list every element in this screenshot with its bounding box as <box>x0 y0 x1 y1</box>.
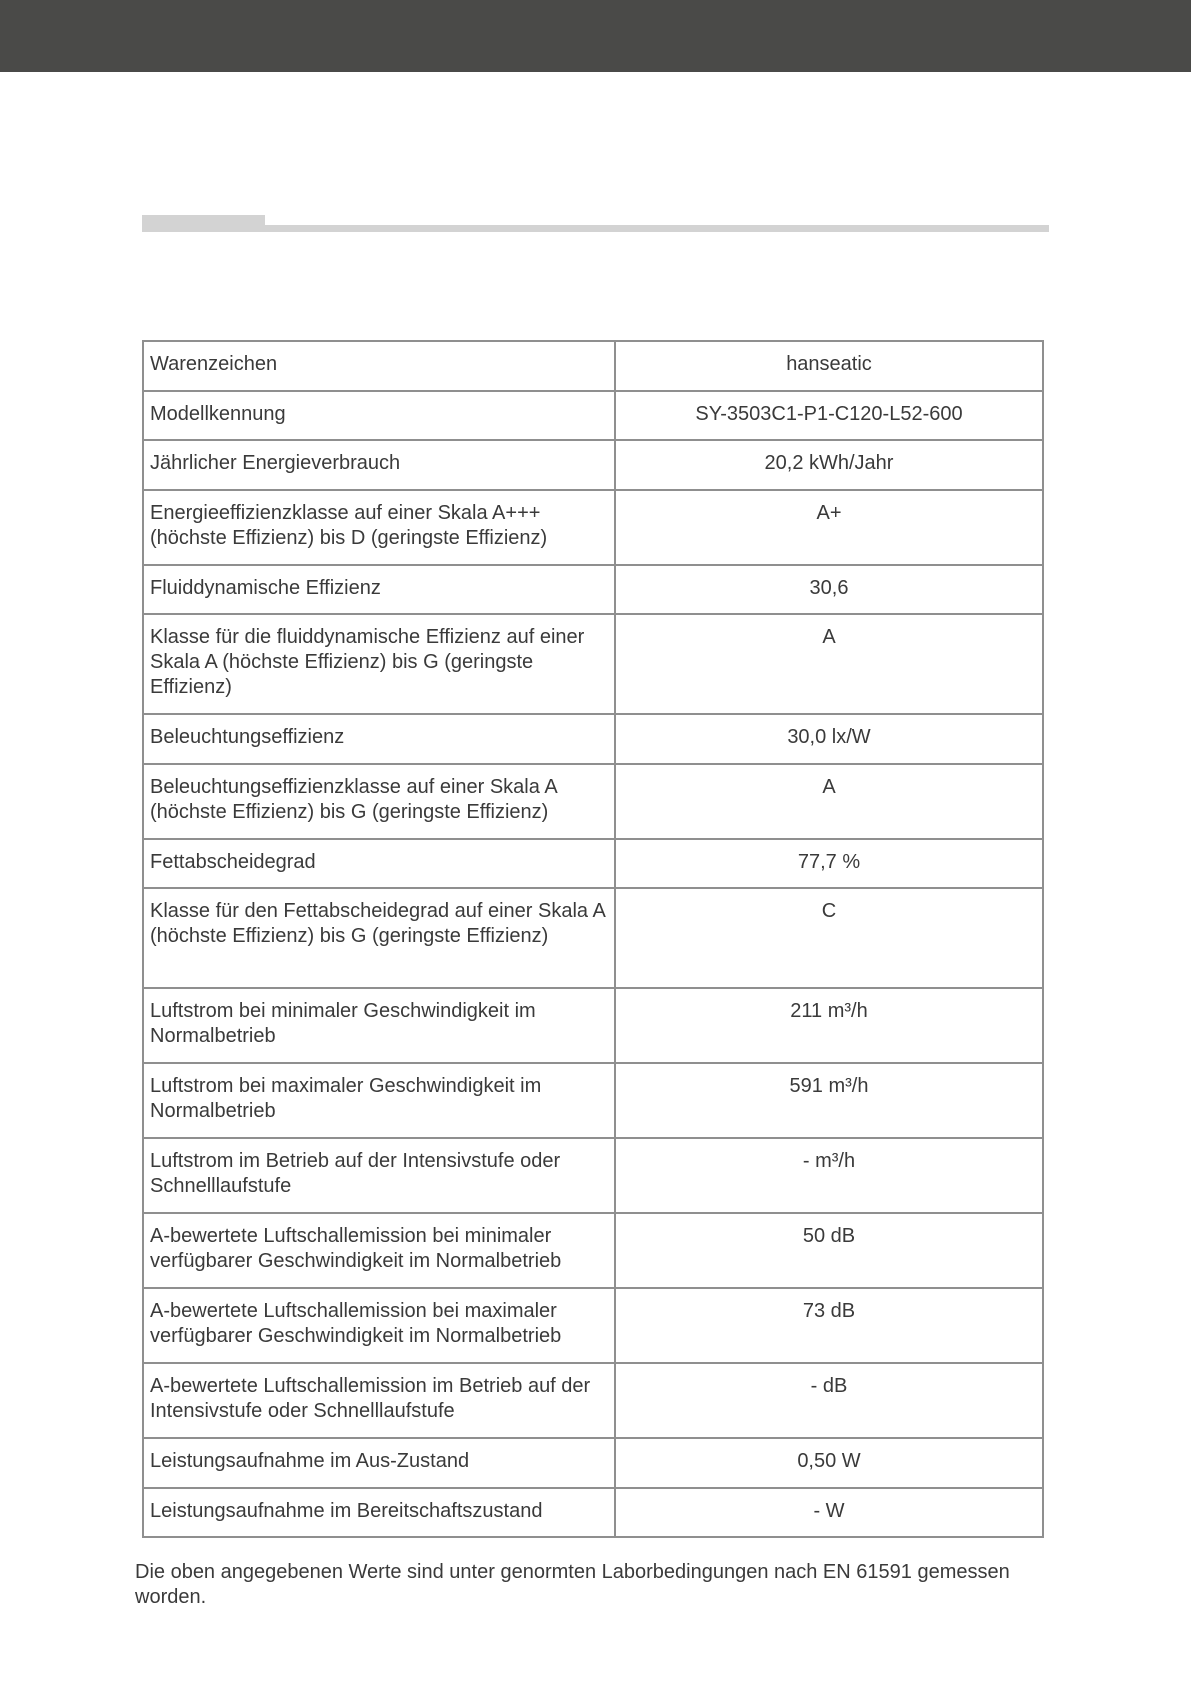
table-row <box>143 1063 1043 1138</box>
row-label: Warenzeichen <box>143 341 615 391</box>
table-row <box>143 714 1043 764</box>
row-label: Leistungsaufnahme im Aus-Zustand <box>143 1438 615 1488</box>
section-rule <box>265 225 1049 232</box>
row-value: - dB <box>615 1363 1043 1438</box>
table-row <box>143 1138 1043 1213</box>
row-label: Fettabscheidegrad <box>143 839 615 889</box>
table-row <box>143 1288 1043 1363</box>
table-row <box>143 839 1043 889</box>
table-row <box>143 1438 1043 1488</box>
row-label: Beleuchtungseffizienz <box>143 714 615 764</box>
row-value: 211 m³/h <box>615 988 1043 1063</box>
row-label: Klasse für den Fettabscheidegrad auf einer Skala A (höchste Effizienz) bis G (geringste Effizienz) <box>143 888 615 988</box>
row-value: - W <box>615 1488 1043 1538</box>
footer-note: Die oben angegebenen Werte sind unter genormten Laborbedingungen nach EN 61591 gemessen worden. <box>135 1561 1010 1608</box>
row-label: Leistungsaufnahme im Bereitschaftszustand <box>143 1488 615 1538</box>
row-label: Beleuchtungseffizienzklasse auf einer Skala A (höchste Effizienz) bis G (geringste Effizienz) <box>143 764 615 839</box>
row-value: A <box>615 614 1043 714</box>
row-value: A+ <box>615 490 1043 565</box>
row-value: 30,6 <box>615 565 1043 615</box>
table-row <box>143 1363 1043 1438</box>
row-value: 77,7 % <box>615 839 1043 889</box>
row-label: Klasse für die fluiddynamische Effizienz auf einer Skala A (höchste Effizienz) bis G (geringste Effizienz) <box>143 614 615 714</box>
table-row <box>143 490 1043 565</box>
header-bar <box>0 0 1191 72</box>
table-row <box>143 1488 1043 1538</box>
row-label: Modellkennung <box>143 391 615 441</box>
product-data-table <box>142 340 1044 1538</box>
row-value: - m³/h <box>615 1138 1043 1213</box>
row-label: Luftstrom im Betrieb auf der Intensivstufe oder Schnelllaufstufe <box>143 1138 615 1213</box>
row-value: 0,50 W <box>615 1438 1043 1488</box>
table-row <box>143 440 1043 490</box>
row-value: SY-3503C1-P1-C120-L52-600 <box>615 391 1043 441</box>
row-label: A-bewertete Luftschallemission bei maximaler verfügbarer Geschwindigkeit im Normalbetrieb <box>143 1288 615 1363</box>
table-row <box>143 614 1043 714</box>
row-value: C <box>615 888 1043 988</box>
section-rule-tab <box>142 215 265 232</box>
row-value: 50 dB <box>615 1213 1043 1288</box>
row-value: 73 dB <box>615 1288 1043 1363</box>
table-row <box>143 391 1043 441</box>
row-label: A-bewertete Luftschallemission im Betrieb auf der Intensivstufe oder Schnelllaufstufe <box>143 1363 615 1438</box>
row-value: 30,0 lx/W <box>615 714 1043 764</box>
row-label: Luftstrom bei minimaler Geschwindigkeit im Normalbetrieb <box>143 988 615 1063</box>
row-value: hanseatic <box>615 341 1043 391</box>
table-row <box>143 565 1043 615</box>
row-value: A <box>615 764 1043 839</box>
table-row <box>143 341 1043 391</box>
row-label: Fluiddynamische Effizienz <box>143 565 615 615</box>
table-row <box>143 764 1043 839</box>
row-label: Jährlicher Energieverbrauch <box>143 440 615 490</box>
table-row <box>143 1213 1043 1288</box>
row-value: 591 m³/h <box>615 1063 1043 1138</box>
row-label: A-bewertete Luftschallemission bei minimaler verfügbarer Geschwindigkeit im Normalbetrieb <box>143 1213 615 1288</box>
table-row <box>143 888 1043 988</box>
table-row <box>143 988 1043 1063</box>
row-value: 20,2 kWh/Jahr <box>615 440 1043 490</box>
row-label: Luftstrom bei maximaler Geschwindigkeit im Normalbetrieb <box>143 1063 615 1138</box>
row-label: Energieeffizienzklasse auf einer Skala A+++ (höchste Effizienz) bis D (geringste Effizienz) <box>143 490 615 565</box>
